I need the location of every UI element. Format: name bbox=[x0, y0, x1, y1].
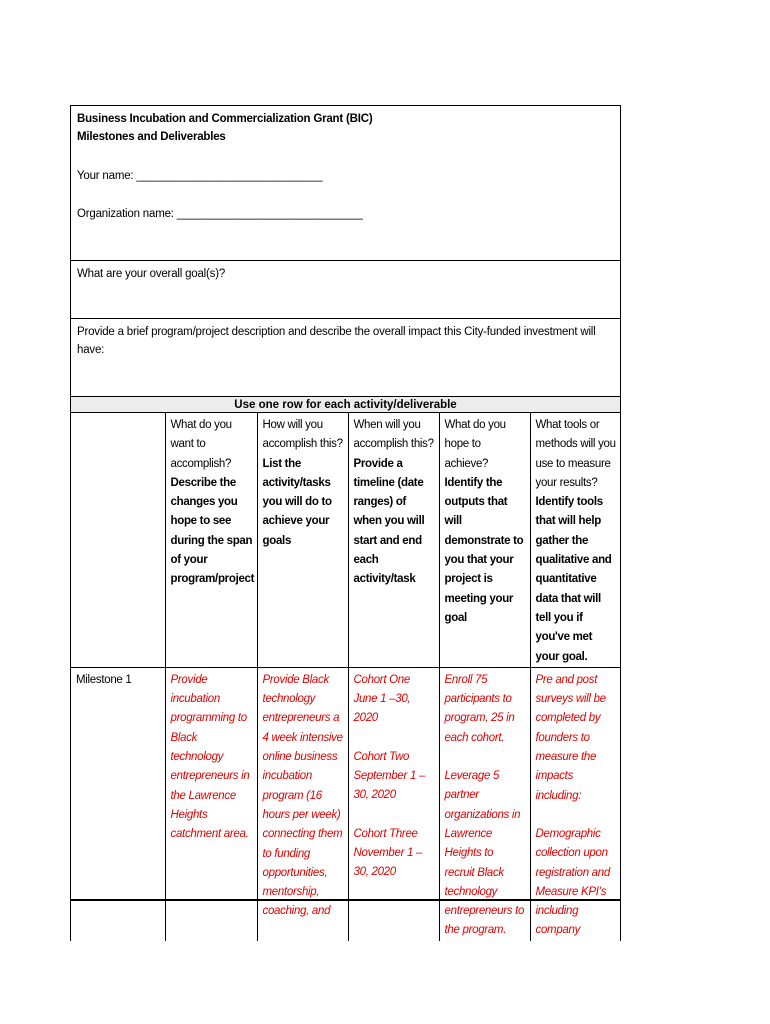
column-question: What do you hope to achieve? bbox=[444, 419, 506, 470]
milestone-how-cell[interactable]: Provide Black technology entrepreneurs a 4 week intensive online business incubation program (16 hours per week) connecting them to funding opportunities, mentorship, coaching, and bbox=[257, 667, 348, 940]
column-instruction: Identify the outputs that will demonstrate to you that your project is meeting your goal bbox=[444, 476, 524, 624]
column-question: What do you want to accomplish? bbox=[170, 419, 232, 470]
milestones-table bbox=[71, 413, 620, 941]
column-instruction: Provide a timeline (date ranges) of when you will start and end each activity/task bbox=[353, 457, 425, 586]
column-instruction: List the activity/tasks you will do to achieve your goals bbox=[262, 457, 332, 547]
tool-entry: Demographic collection upon registration and Measure KPI’s including company bbox=[535, 827, 610, 937]
your-name-field[interactable]: Your name: ______________________________ bbox=[77, 170, 323, 182]
description-section[interactable] bbox=[71, 319, 620, 397]
timeline-entry: Cohort Two September 1 – 30, 2020 bbox=[353, 750, 426, 802]
timeline-entry: Cohort Three November 1 – 30, 2020 bbox=[353, 827, 423, 879]
column-instruction: Describe the changes you hope to see during the span of your program/project bbox=[170, 476, 255, 586]
tool-entry: Pre and post surveys will be completed by founders to measure the impacts including: bbox=[535, 673, 606, 802]
milestones-form bbox=[70, 105, 621, 941]
table-bottom-border bbox=[70, 899, 621, 901]
header-section bbox=[71, 106, 620, 261]
column-header bbox=[439, 413, 530, 667]
description-question: Provide a brief program/project description and describe the overall impact this City-funded investment will have: bbox=[77, 326, 596, 356]
organization-name-field[interactable]: Organization name: ______________________________ bbox=[77, 208, 363, 220]
milestone-label: Milestone 1 bbox=[76, 673, 132, 686]
column-instruction: Identify tools that will help gather the qualitative and quantitative data that will tell you if you've met your goal. bbox=[535, 496, 612, 663]
output-entry: Leverage 5 partner organizations in Lawrence Heights to recruit Black technology entrepreneurs to the program. bbox=[444, 770, 525, 937]
goals-section[interactable] bbox=[71, 261, 620, 319]
column-header bbox=[348, 413, 439, 667]
milestone-accomplish-cell[interactable]: Provide incubation programming to Black technology entrepreneurs in the Lawrence Heights catchment area. bbox=[165, 667, 257, 940]
form-subtitle: Milestones and Deliverables bbox=[77, 131, 226, 143]
output-entry: Enroll 75 participants to program, 25 in each cohort. bbox=[444, 673, 515, 744]
column-header bbox=[530, 413, 620, 667]
column-header bbox=[165, 413, 257, 667]
form-title: Business Incubation and Commercialization Grant (BIC) bbox=[77, 113, 373, 125]
table-header-row bbox=[71, 413, 620, 667]
column-header bbox=[257, 413, 348, 667]
column-question: How will you accomplish this? bbox=[262, 419, 343, 451]
column-question: When will you accomplish this? bbox=[353, 419, 434, 451]
header-empty-cell bbox=[71, 413, 165, 667]
goals-question: What are your overall goal(s)? bbox=[77, 268, 226, 280]
instruction-banner: Use one row for each activity/deliverable bbox=[71, 397, 620, 413]
column-question: What tools or methods will you use to measure your results? bbox=[535, 419, 616, 489]
timeline-entry: Cohort One June 1 –30, 2020 bbox=[353, 673, 411, 725]
